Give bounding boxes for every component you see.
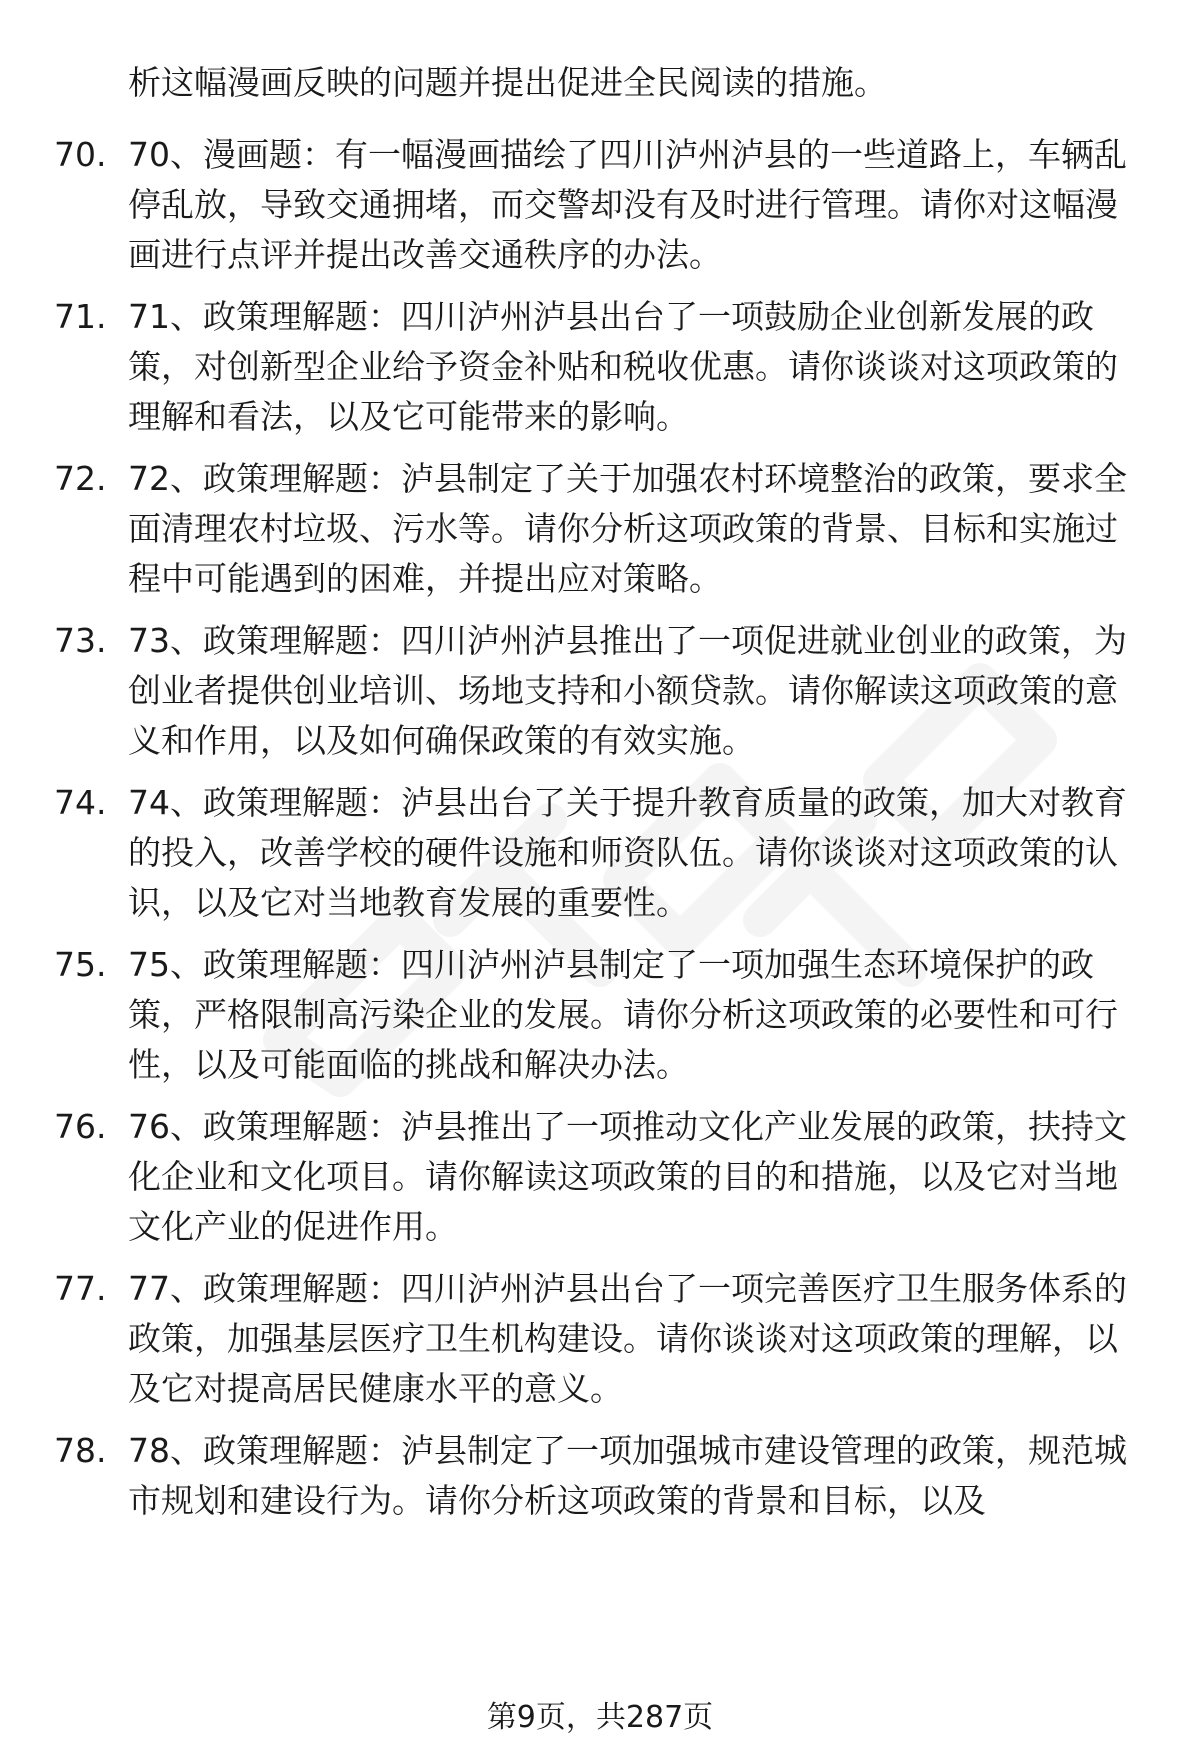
- question-number: 72.: [54, 459, 107, 498]
- question-item-72: [0, 454, 1200, 614]
- question-text: 70、漫画题：有一幅漫画描绘了四川泸州泸县的一些道路上，车辆乱停乱放，导致交通拥堵，而交警却没有及时进行管理。请你对这幅漫画进行点评并提出改善交通秩序的办法。: [128, 135, 1127, 274]
- question-item-74: [0, 778, 1200, 938]
- question-item-75: [0, 940, 1200, 1100]
- question-item-71: [0, 292, 1200, 452]
- question-number: 78.: [54, 1431, 107, 1470]
- question-text: 75、政策理解题：四川泸州泸县制定了一项加强生态环境保护的政策，严格限制高污染企业的发展。请你分析这项政策的必要性和可行性，以及可能面临的挑战和解决办法。: [128, 945, 1118, 1084]
- question-item-70: [0, 130, 1200, 290]
- question-item-76: [0, 1102, 1200, 1262]
- question-number: 75.: [54, 945, 107, 984]
- page-footer: 第9页，共287页: [486, 1700, 714, 1735]
- question-number: 70.: [54, 135, 107, 174]
- question-text: 78、政策理解题：泸县制定了一项加强城市建设管理的政策，规范城市规划和建设行为。请你分析这项政策的背景和目标，以及: [128, 1431, 1127, 1520]
- question-text: 71、政策理解题：四川泸州泸县出台了一项鼓励企业创新发展的政策，对创新型企业给予资金补贴和税收优惠。请你谈谈对这项政策的理解和看法，以及它可能带来的影响。: [128, 297, 1118, 436]
- question-number: 71.: [54, 297, 107, 336]
- question-item-73: [0, 616, 1200, 776]
- question-text: 77、政策理解题：四川泸州泸县出台了一项完善医疗卫生服务体系的政策，加强基层医疗卫生机构建设。请你谈谈对这项政策的理解，以及它对提高居民健康水平的意义。: [128, 1269, 1127, 1408]
- question-number: 74.: [54, 783, 107, 822]
- question-text: 72、政策理解题：泸县制定了关于加强农村环境整治的政策，要求全面清理农村垃圾、污水等。请你分析这项政策的背景、目标和实施过程中可能遇到的困难，并提出应对策略。: [128, 459, 1127, 598]
- question-item-77: [0, 1264, 1200, 1424]
- continuation-text: 析这幅漫画反映的问题并提出促进全民阅读的措施。: [128, 63, 887, 102]
- question-number: 77.: [54, 1269, 107, 1308]
- question-text: 74、政策理解题：泸县出台了关于提升教育质量的政策，加大对教育的投入，改善学校的硬件设施和师资队伍。请你谈谈对这项政策的认识，以及它对当地教育发展的重要性。: [128, 783, 1127, 922]
- question-item-78: [0, 1426, 1200, 1536]
- question-text: 76、政策理解题：泸县推出了一项推动文化产业发展的政策，扶持文化企业和文化项目。请你解读这项政策的目的和措施，以及它对当地文化产业的促进作用。: [128, 1107, 1127, 1246]
- question-text: 73、政策理解题：四川泸州泸县推出了一项促进就业创业的政策，为创业者提供创业培训、场地支持和小额贷款。请你解读这项政策的意义和作用，以及如何确保政策的有效实施。: [128, 621, 1127, 760]
- question-number: 73.: [54, 621, 107, 660]
- question-number: 76.: [54, 1107, 107, 1146]
